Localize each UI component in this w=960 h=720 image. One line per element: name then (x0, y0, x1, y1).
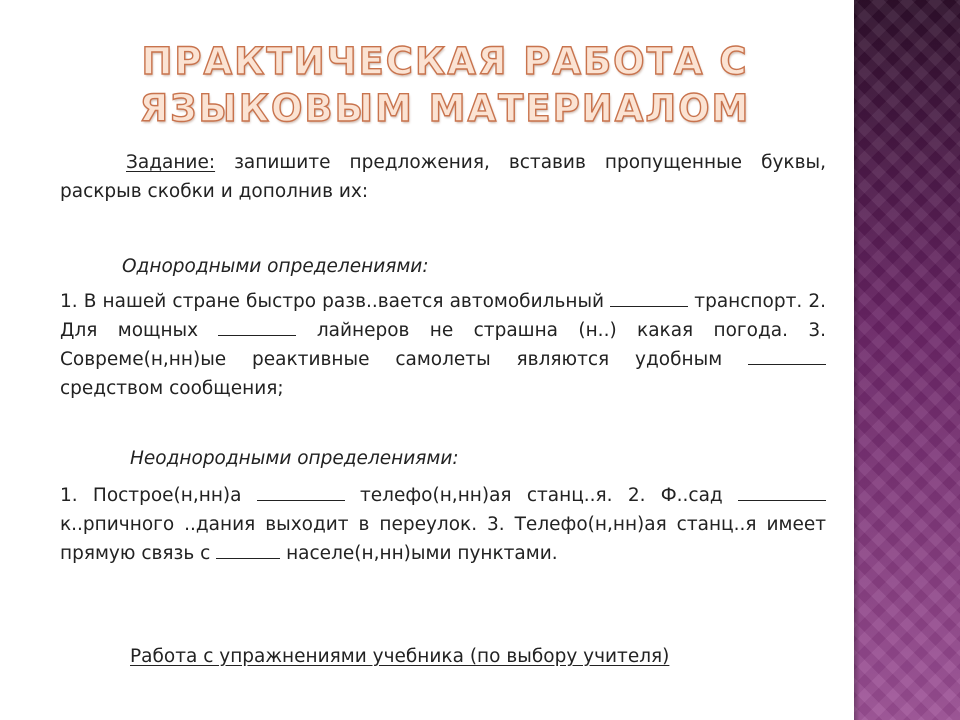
section2-paragraph (60, 481, 826, 568)
section2-part-4: населе(н,нн)ыми пунктами. (280, 543, 558, 564)
footer-exercise-note: Работа с упражнениями учебника (по выбору учителя) (130, 646, 670, 667)
task-paragraph (60, 148, 826, 206)
section2-part-2: телефо(н,нн)ая станц..я. 2. Ф..сад (344, 485, 738, 506)
fill-blank (257, 499, 345, 501)
fill-blank (738, 499, 826, 501)
section1-part-3: лайнеров не страшна (н..) какая погода. 3. Совреме(н,нн)ые реактивные самолеты являются удобным (60, 320, 826, 370)
fill-blank (216, 557, 280, 559)
fill-blank (610, 305, 688, 307)
section1-heading: Однородными определениями: (122, 256, 429, 277)
title-line-1: ПРАКТИЧЕСКАЯ РАБОТА С (141, 40, 749, 83)
section2-heading: Неоднородными определениями: (130, 448, 459, 469)
section2-part-3: к..рпичного ..дания выходит в переулок. 3. Телефо(н,нн)ая станц..я имеет прямую связь с (60, 514, 826, 564)
section1-part-4: средством сообщения; (60, 378, 284, 399)
section1-part-2: транспорт. 2. Для мощных (60, 291, 826, 341)
title-line-2: ЯЗЫКОВЫМ МАТЕРИАЛОМ (139, 87, 751, 130)
section2-part-1: 1. Построе(н,нн)а (60, 485, 257, 506)
fill-blank (748, 363, 826, 365)
decorative-sidebar (854, 0, 960, 720)
section1-part-1: 1. В нашей стране быстро разв..вается автомобильный (60, 291, 611, 312)
sidebar-shadow (854, 0, 860, 720)
task-text: запишите предложения, вставив пропущенные буквы, раскрыв скобки и дополнив их: (60, 152, 826, 202)
section1-paragraph (60, 287, 826, 403)
task-label: Задание: (126, 152, 216, 173)
slide-title (60, 38, 830, 132)
fill-blank (218, 334, 296, 336)
